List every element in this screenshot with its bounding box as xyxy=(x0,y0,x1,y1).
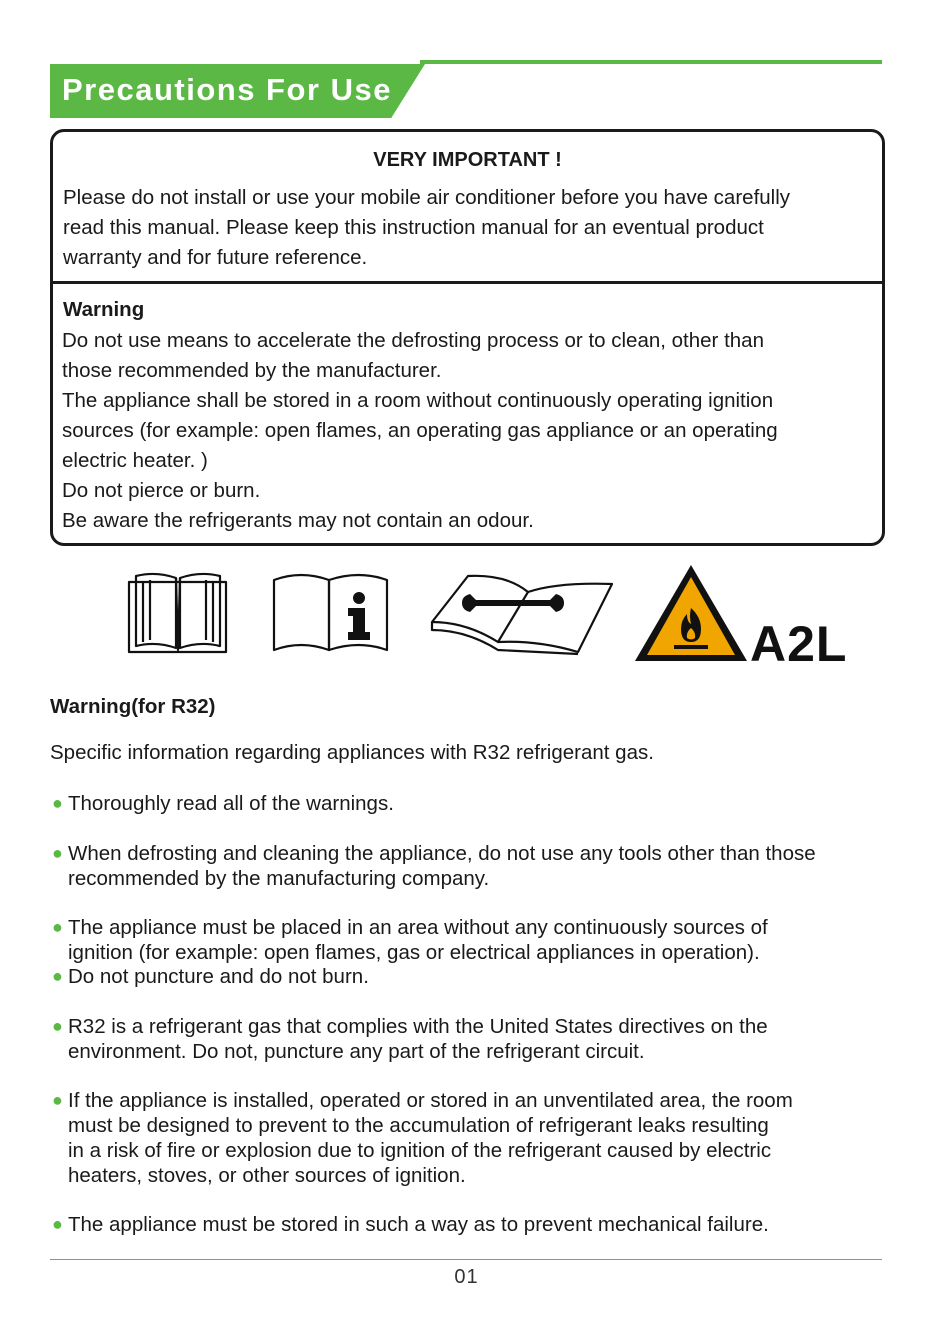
warning-line: Do not use means to accelerate the defrosting process or to clean, other than xyxy=(62,329,764,352)
page-title: Precautions For Use xyxy=(62,72,392,107)
bullet-line: in a risk of fire or explosion due to ignition of the refrigerant caused by electric xyxy=(68,1139,772,1162)
intro-paragraph xyxy=(63,183,873,273)
bullet-line: recommended by the manufacturing company. xyxy=(68,867,490,890)
bullet-icon: ● xyxy=(52,966,63,986)
bullet-line: environment. Do not, puncture any part of the refrigerant circuit. xyxy=(68,1040,645,1063)
box-divider xyxy=(53,281,882,284)
warning-paragraph xyxy=(62,326,877,536)
bullet-icon: ● xyxy=(52,1016,63,1036)
information-manual-icon xyxy=(271,570,391,656)
bullet-line: ignition (for example: open flames, gas or electrical appliances in operation). xyxy=(68,941,760,964)
list-item xyxy=(50,964,890,989)
bullet-icon: ● xyxy=(52,843,63,863)
bullet-line: Thoroughly read all of the warnings. xyxy=(68,792,394,815)
very-important-heading: VERY IMPORTANT ! xyxy=(373,149,562,171)
warning-line: electric heater. ) xyxy=(62,449,208,472)
warning-line: those recommended by the manufacturer. xyxy=(62,359,442,382)
intro-line: Please do not install or use your mobile air conditioner before you have carefully xyxy=(63,186,791,209)
intro-line: warranty and for future reference. xyxy=(63,246,368,269)
important-notice-box xyxy=(50,129,885,546)
bullet-icon: ● xyxy=(52,917,63,937)
warning-line: Do not pierce or burn. xyxy=(62,479,261,502)
r32-intro-text: Specific information regarding appliances with R32 refrigerant gas. xyxy=(50,741,654,764)
a2l-label: A2L xyxy=(750,616,848,672)
bullet-line: heaters, stoves, or other sources of ignition. xyxy=(68,1164,466,1187)
list-item xyxy=(50,1088,890,1188)
page-number: 01 xyxy=(454,1266,479,1288)
warning-line: The appliance shall be stored in a room without continuously operating ignition xyxy=(62,389,774,412)
bullet-line: must be designed to prevent to the accumulation of refrigerant leaks resulting xyxy=(68,1114,769,1137)
flammable-warning-icon xyxy=(632,562,750,664)
intro-line: read this manual. Please keep this instruction manual for an eventual product xyxy=(63,216,764,239)
warning-line: sources (for example: open flames, an operating gas appliance or an operating xyxy=(62,419,778,442)
bullet-icon: ● xyxy=(52,1214,63,1234)
list-item xyxy=(50,1212,890,1237)
bullet-line: If the appliance is installed, operated or stored in an unventilated area, the room xyxy=(68,1089,793,1112)
bullet-line: The appliance must be placed in an area without any continuously sources of xyxy=(68,916,768,939)
list-item xyxy=(50,791,890,816)
read-manual-icon xyxy=(126,570,230,656)
bullet-line: When defrosting and cleaning the appliance, do not use any tools other than those xyxy=(68,842,816,865)
header-rule xyxy=(420,60,882,64)
footer-rule xyxy=(50,1259,882,1260)
bullet-line: Do not puncture and do not burn. xyxy=(68,965,369,988)
list-item xyxy=(50,841,890,891)
warning-heading: Warning xyxy=(63,298,145,321)
warning-line: Be aware the refrigerants may not contain an odour. xyxy=(62,509,534,532)
bullet-icon: ● xyxy=(52,793,63,813)
service-manual-icon xyxy=(428,570,616,656)
bullet-line: R32 is a refrigerant gas that complies with the United States directives on the xyxy=(68,1015,768,1038)
r32-warning-heading: Warning(for R32) xyxy=(50,695,216,718)
list-item xyxy=(50,915,890,965)
bullet-line: The appliance must be stored in such a way as to prevent mechanical failure. xyxy=(68,1213,769,1236)
bullet-icon: ● xyxy=(52,1090,63,1110)
list-item xyxy=(50,1014,890,1064)
